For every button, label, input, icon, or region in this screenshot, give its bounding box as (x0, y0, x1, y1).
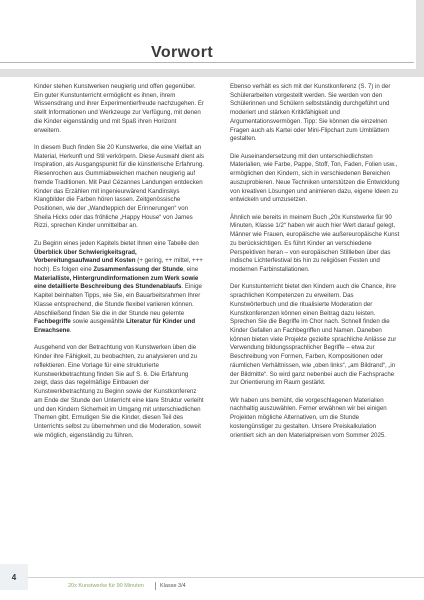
footer-class-level: Klasse 3/4 (160, 583, 186, 589)
paragraph: Ähnlich wie bereits in meinem Buch „20x Kunstwerke für 90 Minuten, Klasse 1/2“ haben wir auch hier Wert darauf gelegt, Männer wie Frauen, europäische wie außereuropäische Kunst zu berücksichtigen. Es führt Kinder an verschiedene Perspektiven heran – von europäischen Stillleben über das indische Lichterfestival bis hin zu religiösen Festen und modernen Farbinstallationen. (230, 213, 400, 274)
bold-text: Überblick über Schwierigkeitsgrad, Vorbereitungsaufwand und Kosten (34, 248, 137, 265)
bold-text: Materialliste, Hintergrundinformationen zum Werk sowie eine detaillierte Beschreibung des Stundenablaufs (34, 274, 199, 291)
paragraph: Der Kunstunterricht bietet den Kindern auch die Chance, ihre sprachlichen Kompetenzen zu erweitern. Das Kunstwörterbuch und die ritualisierte Moderation der Kunstkonferenzen können einen Beitrag dazu leisten. Sprechen Sie die Begriffe im Chor nach. Schnell finden die Kinder Gefallen an Fachbegriffen und Namen. Daneben können bieten viele Projekte gezielte sprachliche Anlässe zur Verwendung bildungssprachlicher Begriffe – etwa zur Beschreibung von Formen, Farben, Kompositionen oder räumlichen Verhältnissen, wie „oben links“, „am Bildrand“, „in der Bildmitte“. So wird ganz nebenbei auch die Fachsprache zur Orientierung im Raum gestärkt. (230, 283, 397, 387)
page-title: Vorwort (151, 44, 214, 61)
text-run: (+ gering, ++ mittel, +++ hoch). Es folgen eine (34, 257, 203, 274)
paragraph (34, 240, 204, 336)
bold-text: Zusammenfassung der Stunde (93, 266, 184, 274)
footer-separator (155, 582, 156, 590)
text-run: sowie ausgewählte (70, 318, 127, 326)
page-number: 4 (0, 564, 28, 590)
paragraph: Ebenso verhält es sich mit der Kunstkonferenz (S. 7) in der Schülerarbeiten vorgestellt werden. Sie werden von den Schülerinnen und Schülern selbstständig durchgeführt und moderiert und stärken Kritikfähigkeit und Argumentationsvermögen. Tipp: Sie können die einzelnen Fragen auch als Kartei oder Mini-Flipchart zum Umblättern gestalten. (230, 83, 391, 143)
text-run: . (69, 327, 72, 335)
text-run: Zu Beginn eines jeden Kapitels bietet Ihnen eine Tabelle den (34, 239, 199, 247)
footer-rule (28, 577, 424, 578)
text-run: . Einige Kapitel beinhalten Tipps, wie Sie, ein Bauarbeitsrahmen Ihrer Klasse entsprechend, die Stunde flexibel variieren können. Abschließend finden Sie die in der Stunde neu gelernte (34, 283, 202, 317)
header-box (0, 0, 424, 77)
bold-text: Literatur für Kinder und Erwachsene (34, 318, 196, 335)
left-column (34, 83, 204, 449)
title-rule (0, 62, 414, 63)
paragraph: In diesem Buch finden Sie 20 Kunstwerke, die eine Vielfalt an Material, Herkunft und Stil verkörpern. Diese Auswahl dient als Inspiration, als Ausgangspunkt für die künstlerische Erfahrung. Riesenrochen aus Gummiabweichen machen neugierig auf fremde Traditionen. Mit Paul Cézannes Landungen entdecken Kinder das Erzählen mit ingenieurwärend Kandinskys Klangbilder die Farben hören lassen. Zeitgenössische Positionen, wie der „Wandteppich der Erinnerungen“ von Sheila Hicks oder das fröhliche „Happy House“ von James Rizzi, sprechen Kinder unmittelbar an. (34, 144, 204, 230)
paragraph: Ausgehend von der Betrachtung von Kunstwerken üben die Kinder ihre Fähigkeit, zu beobachten, zu analysieren und zu reflektieren. Eine Vorlage für eine strukturierte Kunstwerkbetrachtung finden Sie auf S. 6. Die Erfahrung zeigt, dass das regelmäßige Einbauen der Kunstwerkbetrachtung zu Beginn sowie der Kunstkonferenz am Ende der Stunde den Unterricht eine klare Struktur verleiht und den Kindern Sicherheit im Umgang mit unterschiedlichen Themen gibt. Ermutigen Sie die Kinder, diesen Teil des Unterrichts selbst zu übernehmen und die Moderation, soweit wie möglich, eigenständig zu führen. (34, 344, 204, 439)
text-run: , eine (183, 266, 199, 274)
paragraph: Kinder stehen Kunstwerken neugierig und offen gegenüber. Ein guter Kunstunterricht ermöglicht es ihnen, ihrem Wissensdrang und ihrer Experimentierfreude nachzugehen. Er stellt Informationen und Werkzeuge zur Verfügung, mit denen die Kinder eigenständig und mit Spaß ihren Horizont erweitern. (34, 83, 204, 134)
right-column (230, 83, 400, 449)
paragraph: Die Auseinandersetzung mit den unterschiedlichsten Materialien, wie Farbe, Pappe, Stoff, Ton, Faden, Folien usw., ermöglichen den Kindern, sich in verschiedenen Bereichen auszuprobieren. Neue Techniken unterstützen die Entwicklung von kreativen Lösungen und animieren dazu, eigene Ideen zu entwickeln und umzusetzen. (230, 152, 400, 204)
bold-text: Fachbegriffe (34, 318, 71, 326)
footer-series-title: 20x Kunstwerke für 90 Minuten (68, 583, 144, 589)
paragraph: Wir haben uns bemüht, die vorgeschlagenen Materialien nachhaltig auszuwählen. Ferner erwähnen wir bei einigen Projekten mögliche Alternativen, um die Stunde kostengünstiger zu gestalten. Unsere Preiskalkulation orientiert sich an den Materialpreisen vom Sommer 2025. (230, 396, 387, 439)
